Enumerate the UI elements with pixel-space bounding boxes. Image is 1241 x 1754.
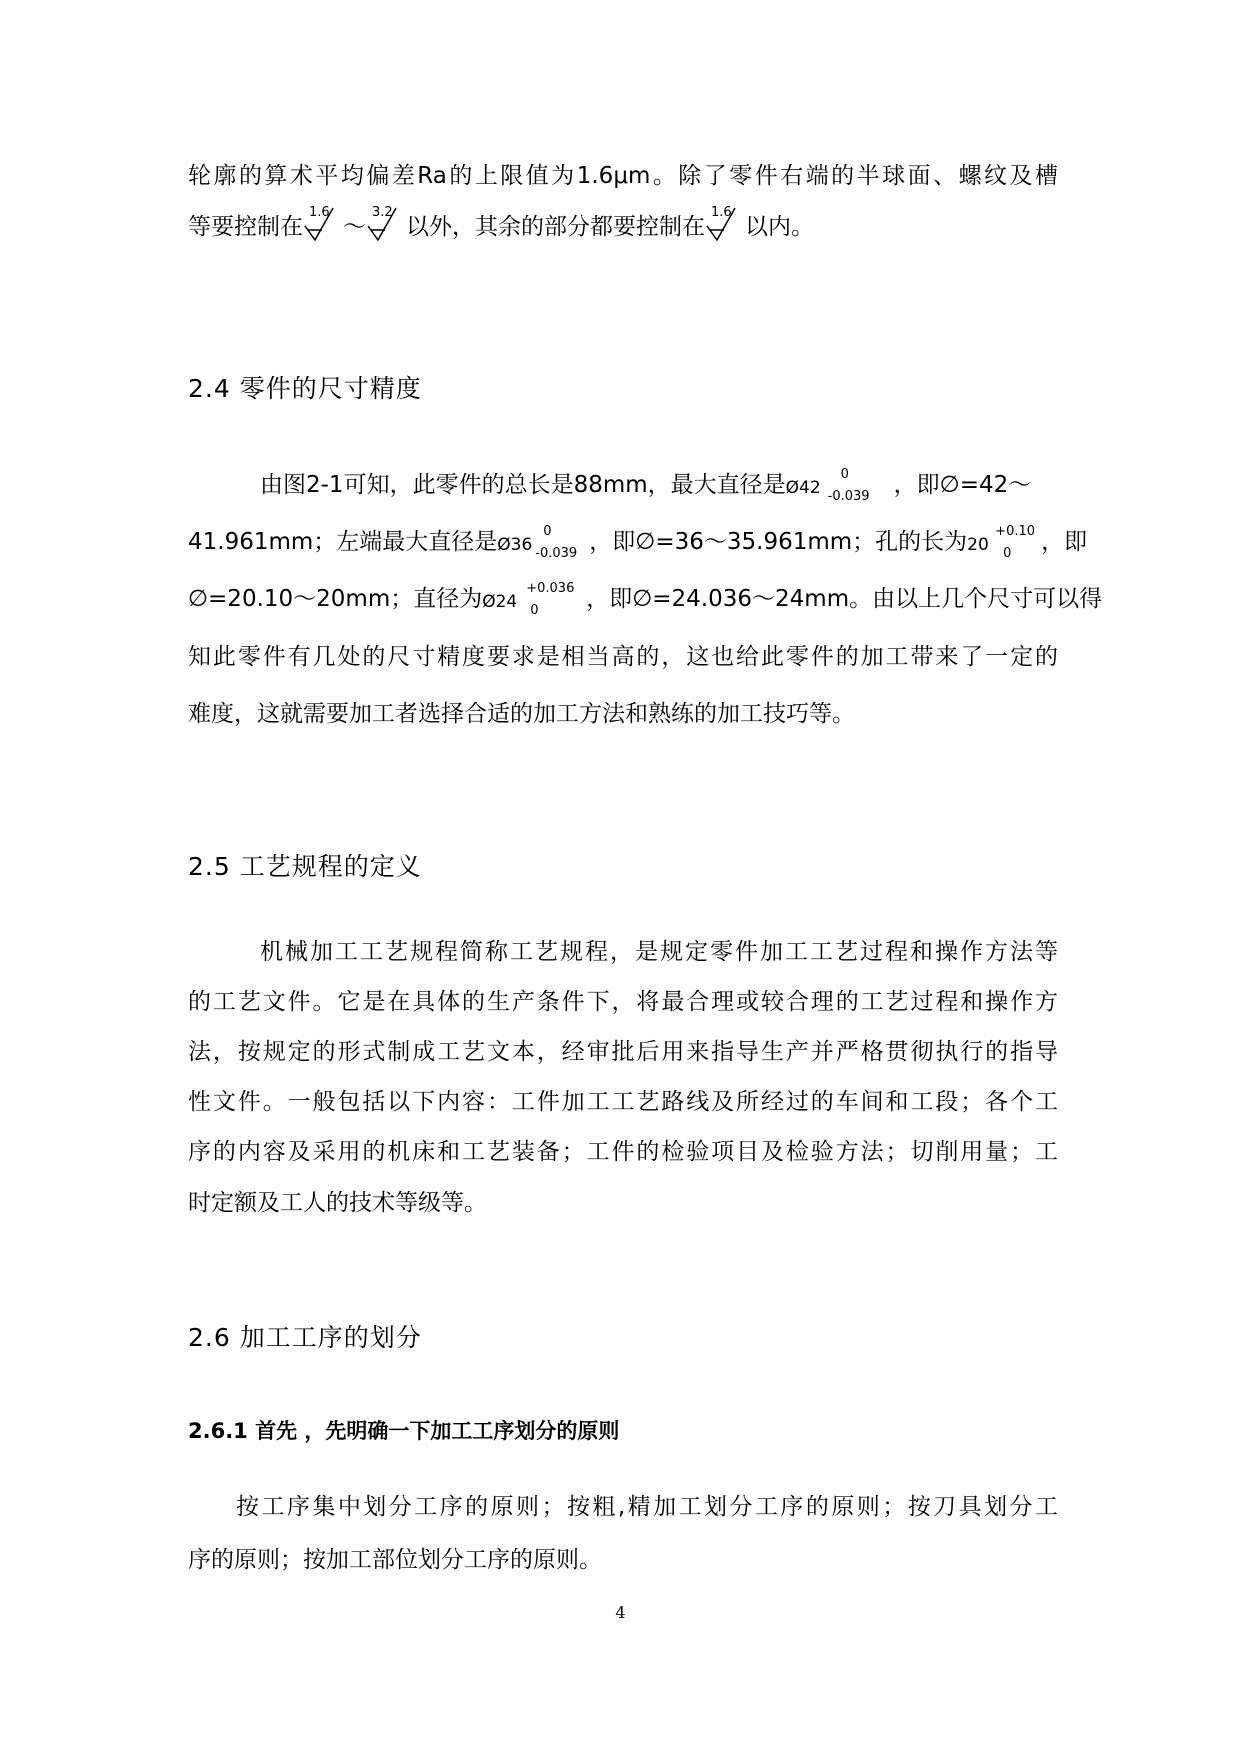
text-fragment: ∅=20.10～20mm；直径为 [188,586,483,612]
text-fragment: 以内。 [745,214,814,240]
text-fragment: ～ [343,214,366,240]
paragraph-line: 机械加工工艺规程简称工艺规程，是规定零件加工工艺过程和操作方法等 [260,939,1058,965]
text-fragment: 41.961mm；左端最大直径是 [188,529,498,555]
paragraph-line [188,205,1058,242]
roughness-symbol [303,205,343,242]
roughness-symbol [705,205,745,242]
tolerance-lower: -0.039 [535,546,578,561]
tolerance-dimension [482,581,586,618]
text-fragment: ，即 [1041,529,1088,555]
paragraph-line: 法，按规定的形式制成工艺文本，经审批后用来指导生产并严格贯彻执行的指导 [188,1039,1058,1065]
paragraph-line [188,467,1058,504]
roughness-symbol [366,205,406,242]
subsection-heading-2-6-1: 2.6.1 首先 ，先明确一下加工工序划分的原则 [188,1419,620,1443]
text-fragment: ，即∅=36～35.961mm；孔的长为 [589,529,968,555]
page-number: 4 [615,1603,626,1622]
paragraph-line: 时定额及工人的技术等级等。 [188,1190,487,1216]
tolerance-base: Ø42 [785,478,821,498]
roughness-value: 3.2 [372,205,393,220]
text-fragment: 由图2-1可知，此零件的总长是88mm，最大直径是 [260,472,786,498]
tolerance-dimension [785,467,894,504]
paragraph-line: 序的原则；按加工部位划分工序的原则。 [188,1547,602,1573]
tolerance-dimension [967,524,1041,561]
text-fragment: ，即∅=24.036～24mm。由以上几个尺寸可以得 [586,586,1103,612]
paragraph-line: 的工艺文件。它是在具体的生产条件下，将最合理或较合理的工艺过程和操作方 [188,989,1058,1015]
tolerance-lower: 0 [530,603,539,618]
tolerance-lower: 0 [1003,546,1012,561]
text-fragment: 等要控制在 [188,214,303,240]
tolerance-upper: +0.10 [995,524,1036,539]
tolerance-upper: +0.036 [526,581,575,596]
tolerance-lower: -0.039 [827,489,870,504]
tolerance-base: 20 [967,535,989,555]
tolerance-dimension [497,524,589,561]
paragraph-line: 按工序集中划分工序的原则；按粗,精加工划分工序的原则；按刀具划分工 [236,1494,1058,1520]
roughness-value: 1.6 [711,205,732,220]
section-heading-2-4: 2.4 零件的尺寸精度 [188,374,422,403]
paragraph-line: 难度，这就需要加工者选择合适的加工方法和熟练的加工技巧等。 [188,701,855,727]
paragraph-line: 知此零件有几处的尺寸精度要求是相当高的，这也给此零件的加工带来了一定的 [188,644,1058,670]
text-fragment: ，即∅=42～ [893,472,1032,498]
section-heading-2-6: 2.6 加工工序的划分 [188,1323,422,1352]
paragraph-line: 序的内容及采用的机床和工艺装备；工件的检验项目及检验方法；切削用量；工 [188,1139,1058,1165]
paragraph-line [188,524,1088,561]
roughness-check-icon [705,204,745,244]
paragraph-line: 轮廓的算术平均偏差Ra的上限值为1.6μm。除了零件右端的半球面、螺纹及槽 [188,163,1058,189]
tolerance-base: Ø36 [497,535,533,555]
roughness-check-icon [366,204,406,244]
tolerance-upper: 0 [543,524,552,539]
roughness-value: 1.6 [309,205,330,220]
tolerance-base: Ø24 [482,592,518,612]
text-fragment: 以外，其余的部分都要控制在 [406,214,705,240]
section-heading-2-5: 2.5 工艺规程的定义 [188,852,422,881]
roughness-check-icon [303,204,343,244]
tolerance-upper: 0 [840,467,849,482]
paragraph-line [188,581,1103,618]
paragraph-line: 性文件。一般包括以下内容：工件加工工艺路线及所经过的车间和工段；各个工 [188,1089,1058,1115]
